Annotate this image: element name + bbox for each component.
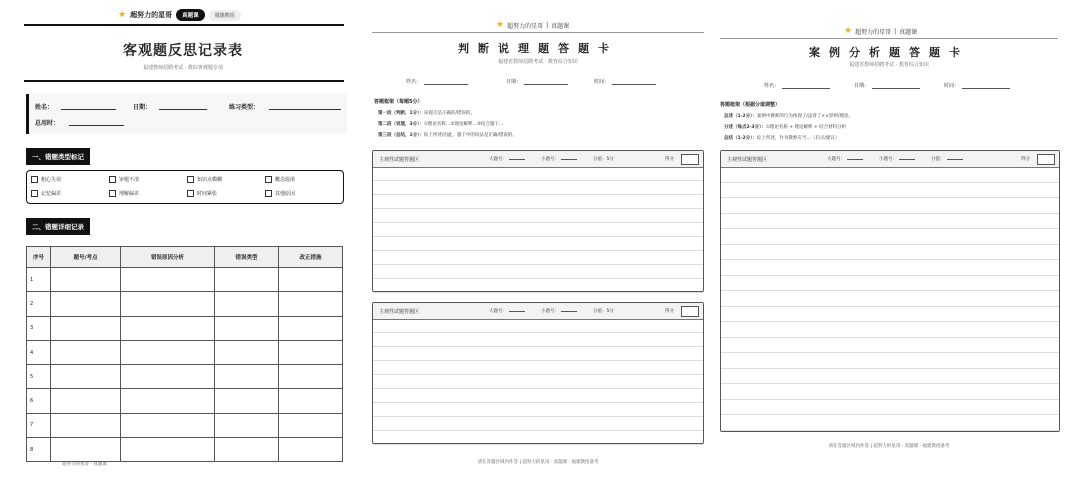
table-row: 1 [27, 268, 343, 292]
page-subtitle: 福建省教师招聘考试 · 教育综合知识 [849, 62, 929, 68]
checkbox-fuzzy-knowledge[interactable]: 知识点模糊 [187, 176, 222, 183]
date-field[interactable] [872, 82, 920, 89]
time-row: 时间： [594, 78, 656, 85]
header-tag: 真题课 [899, 28, 918, 36]
col-correction: 改正措施 [279, 247, 343, 268]
page2-header [496, 20, 569, 30]
page-title: 判断说理题答题卡 [458, 42, 618, 55]
date-row: 日期： [854, 82, 920, 89]
writing-lines [373, 167, 703, 293]
guide-title: 答题框架（每题5分） [374, 99, 423, 105]
page2-footer: 请在答题区域内作答 | 超努力的星哥 · 真题课 · 福建教招备考 [477, 460, 599, 465]
col-index: 序号 [27, 247, 51, 268]
header-tag: 真题课 [551, 22, 570, 30]
reflection-sheet-page [18, 0, 348, 484]
score-label: 得分 [665, 309, 674, 314]
star-icon: ★ [118, 10, 127, 20]
name-row: 姓名： [764, 82, 830, 89]
big-question-no: 大题号： [489, 308, 525, 314]
small-question-no: 小题号： [541, 156, 577, 162]
score-label: 得分 [665, 157, 674, 162]
page-subtitle: 福建教师招聘考试 · 教综客观题专项 [143, 65, 223, 71]
guide-title: 答题框架（根据分值调整） [720, 102, 781, 108]
name-row: 姓名： [406, 78, 468, 85]
checkbox-other[interactable]: 其他原因 [265, 190, 295, 197]
star-icon: ★ [844, 26, 853, 36]
tab-inactive[interactable]: 福建教招 [209, 10, 241, 21]
table-header-row [27, 247, 343, 268]
error-record-table [26, 246, 343, 462]
time-field[interactable] [612, 78, 656, 85]
writing-lines [721, 167, 1059, 431]
answer-area-bar [373, 151, 703, 168]
table-row: 5 [27, 365, 343, 389]
checkbox-icon [109, 190, 116, 197]
brand-name: 超努力的星哥 [855, 28, 892, 36]
answer-area[interactable] [720, 150, 1060, 432]
checkbox-icon [265, 190, 272, 197]
score-box[interactable] [681, 154, 699, 165]
answer-area-bar [373, 303, 703, 320]
section-error-details: 二、错题详细记录 [26, 218, 90, 235]
table-row: 7 [27, 413, 343, 437]
time-field[interactable] [962, 82, 1010, 89]
guide-line: 第一段（判断，1分）：该观点是正确的/错误的。 [378, 111, 475, 116]
score-box[interactable] [1037, 154, 1055, 165]
title-rule [24, 80, 344, 82]
guide-line: 第二段（说理，3分）：①理论名称…②理论解释…③结合题干… [378, 122, 504, 127]
small-question-no: 小题号： [879, 156, 915, 162]
answer-area-bar [721, 151, 1059, 168]
header-rule [24, 24, 344, 26]
header-separator: | [546, 21, 549, 29]
score-value: 分值： [931, 156, 963, 162]
checkbox-icon [109, 176, 116, 183]
name-field[interactable] [782, 82, 830, 89]
page-title: 案例分析题答题卡 [809, 46, 969, 59]
tab-active[interactable]: 真题课 [176, 9, 205, 21]
brand-name: 超努力的星哥 [130, 11, 173, 19]
small-question-no: 小题号： [541, 308, 577, 314]
answer-area-title: 主观性试题答题区 [379, 157, 420, 163]
header-rule [720, 38, 1058, 39]
answer-area-title: 主观性试题答题区 [727, 157, 768, 163]
practice-type-label: 练习类型： [229, 104, 260, 111]
date-row: 日期： [506, 78, 568, 85]
practice-type-field[interactable] [269, 109, 341, 110]
name-label: 姓名： [35, 104, 54, 111]
table-row: 8 [27, 438, 343, 462]
total-time-label: 总用时： [35, 120, 60, 127]
score-box[interactable] [681, 306, 699, 317]
checkbox-icon [265, 176, 272, 183]
table-row: 2 [27, 292, 343, 316]
checkbox-icon [31, 190, 38, 197]
date-label: 日期： [133, 104, 152, 111]
page3-footer: 请在答题区域内作答 | 超努力的星哥 · 真题课 · 福建教招备考 [828, 444, 950, 449]
score-value: 分值：5分 [593, 309, 614, 314]
case-analysis-answer-card-page [716, 0, 1062, 484]
answer-area-1[interactable] [372, 150, 704, 292]
judgment-answer-card-page [368, 0, 708, 484]
page1-header [118, 9, 241, 21]
page3-header [844, 26, 917, 36]
page-title: 客观题反思记录表 [123, 43, 243, 59]
page1-footer: 超努力的星哥 · 真题课 [62, 462, 107, 467]
guide-line: 分述（每点2-3分）：①理论名称 + 理论解释 + 结合材料分析 [724, 125, 847, 130]
col-question: 题号/考点 [51, 247, 121, 268]
header-separator: | [894, 27, 897, 35]
big-question-no: 大题号： [827, 156, 863, 162]
checkbox-icon [187, 176, 194, 183]
total-time-field[interactable] [69, 125, 124, 126]
answer-area-2[interactable] [372, 302, 704, 444]
name-field[interactable] [424, 78, 468, 85]
date-field[interactable] [524, 78, 568, 85]
writing-lines [373, 319, 703, 445]
brand-name: 超努力的星哥 [507, 22, 544, 30]
col-error-type: 错误类型 [215, 247, 279, 268]
score-value: 分值：5分 [593, 157, 614, 162]
checkbox-misread[interactable]: 审题不清 [109, 176, 139, 183]
info-fields [26, 94, 347, 134]
section-error-types: 一、错题类型标记 [26, 148, 90, 165]
checkbox-time-pressure[interactable]: 时间紧张 [187, 190, 217, 197]
error-type-checklist [26, 170, 344, 204]
table-row: 3 [27, 316, 343, 340]
checkbox-careless[interactable]: 粗心失误 [31, 176, 61, 183]
table-row: 4 [27, 340, 343, 364]
col-analysis: 错误原因分析 [121, 247, 215, 268]
checkbox-understanding[interactable]: 理解偏差 [109, 190, 139, 197]
header-rule [372, 32, 704, 33]
checkbox-memory[interactable]: 记忆偏差 [31, 190, 61, 197]
checkbox-icon [187, 190, 194, 197]
big-question-no: 大题号： [489, 156, 525, 162]
date-field[interactable] [159, 109, 207, 110]
name-field[interactable] [61, 109, 116, 110]
page-subtitle: 福建省教师招聘考试 · 教育综合知识 [498, 59, 578, 65]
table-row: 6 [27, 389, 343, 413]
guide-line: 第三段（总结，1分）：综上所述/因此，题干中的说法是正确/错误的。 [378, 133, 517, 138]
star-icon: ★ [496, 20, 505, 30]
guide-line: 总结（1-2分）：综上所述，作为教师应当…（启示/建议） [724, 136, 840, 141]
checkbox-concept-confusion[interactable]: 概念混淆 [265, 176, 295, 183]
answer-area-title: 主观性试题答题区 [379, 309, 420, 315]
time-row: 时间： [944, 82, 1010, 89]
checkbox-icon [31, 176, 38, 183]
score-label: 得分 [1021, 157, 1030, 162]
guide-line: 总述（1-2分）：案例中教师的行为体现了/违背了××原则/理论。 [724, 114, 853, 119]
